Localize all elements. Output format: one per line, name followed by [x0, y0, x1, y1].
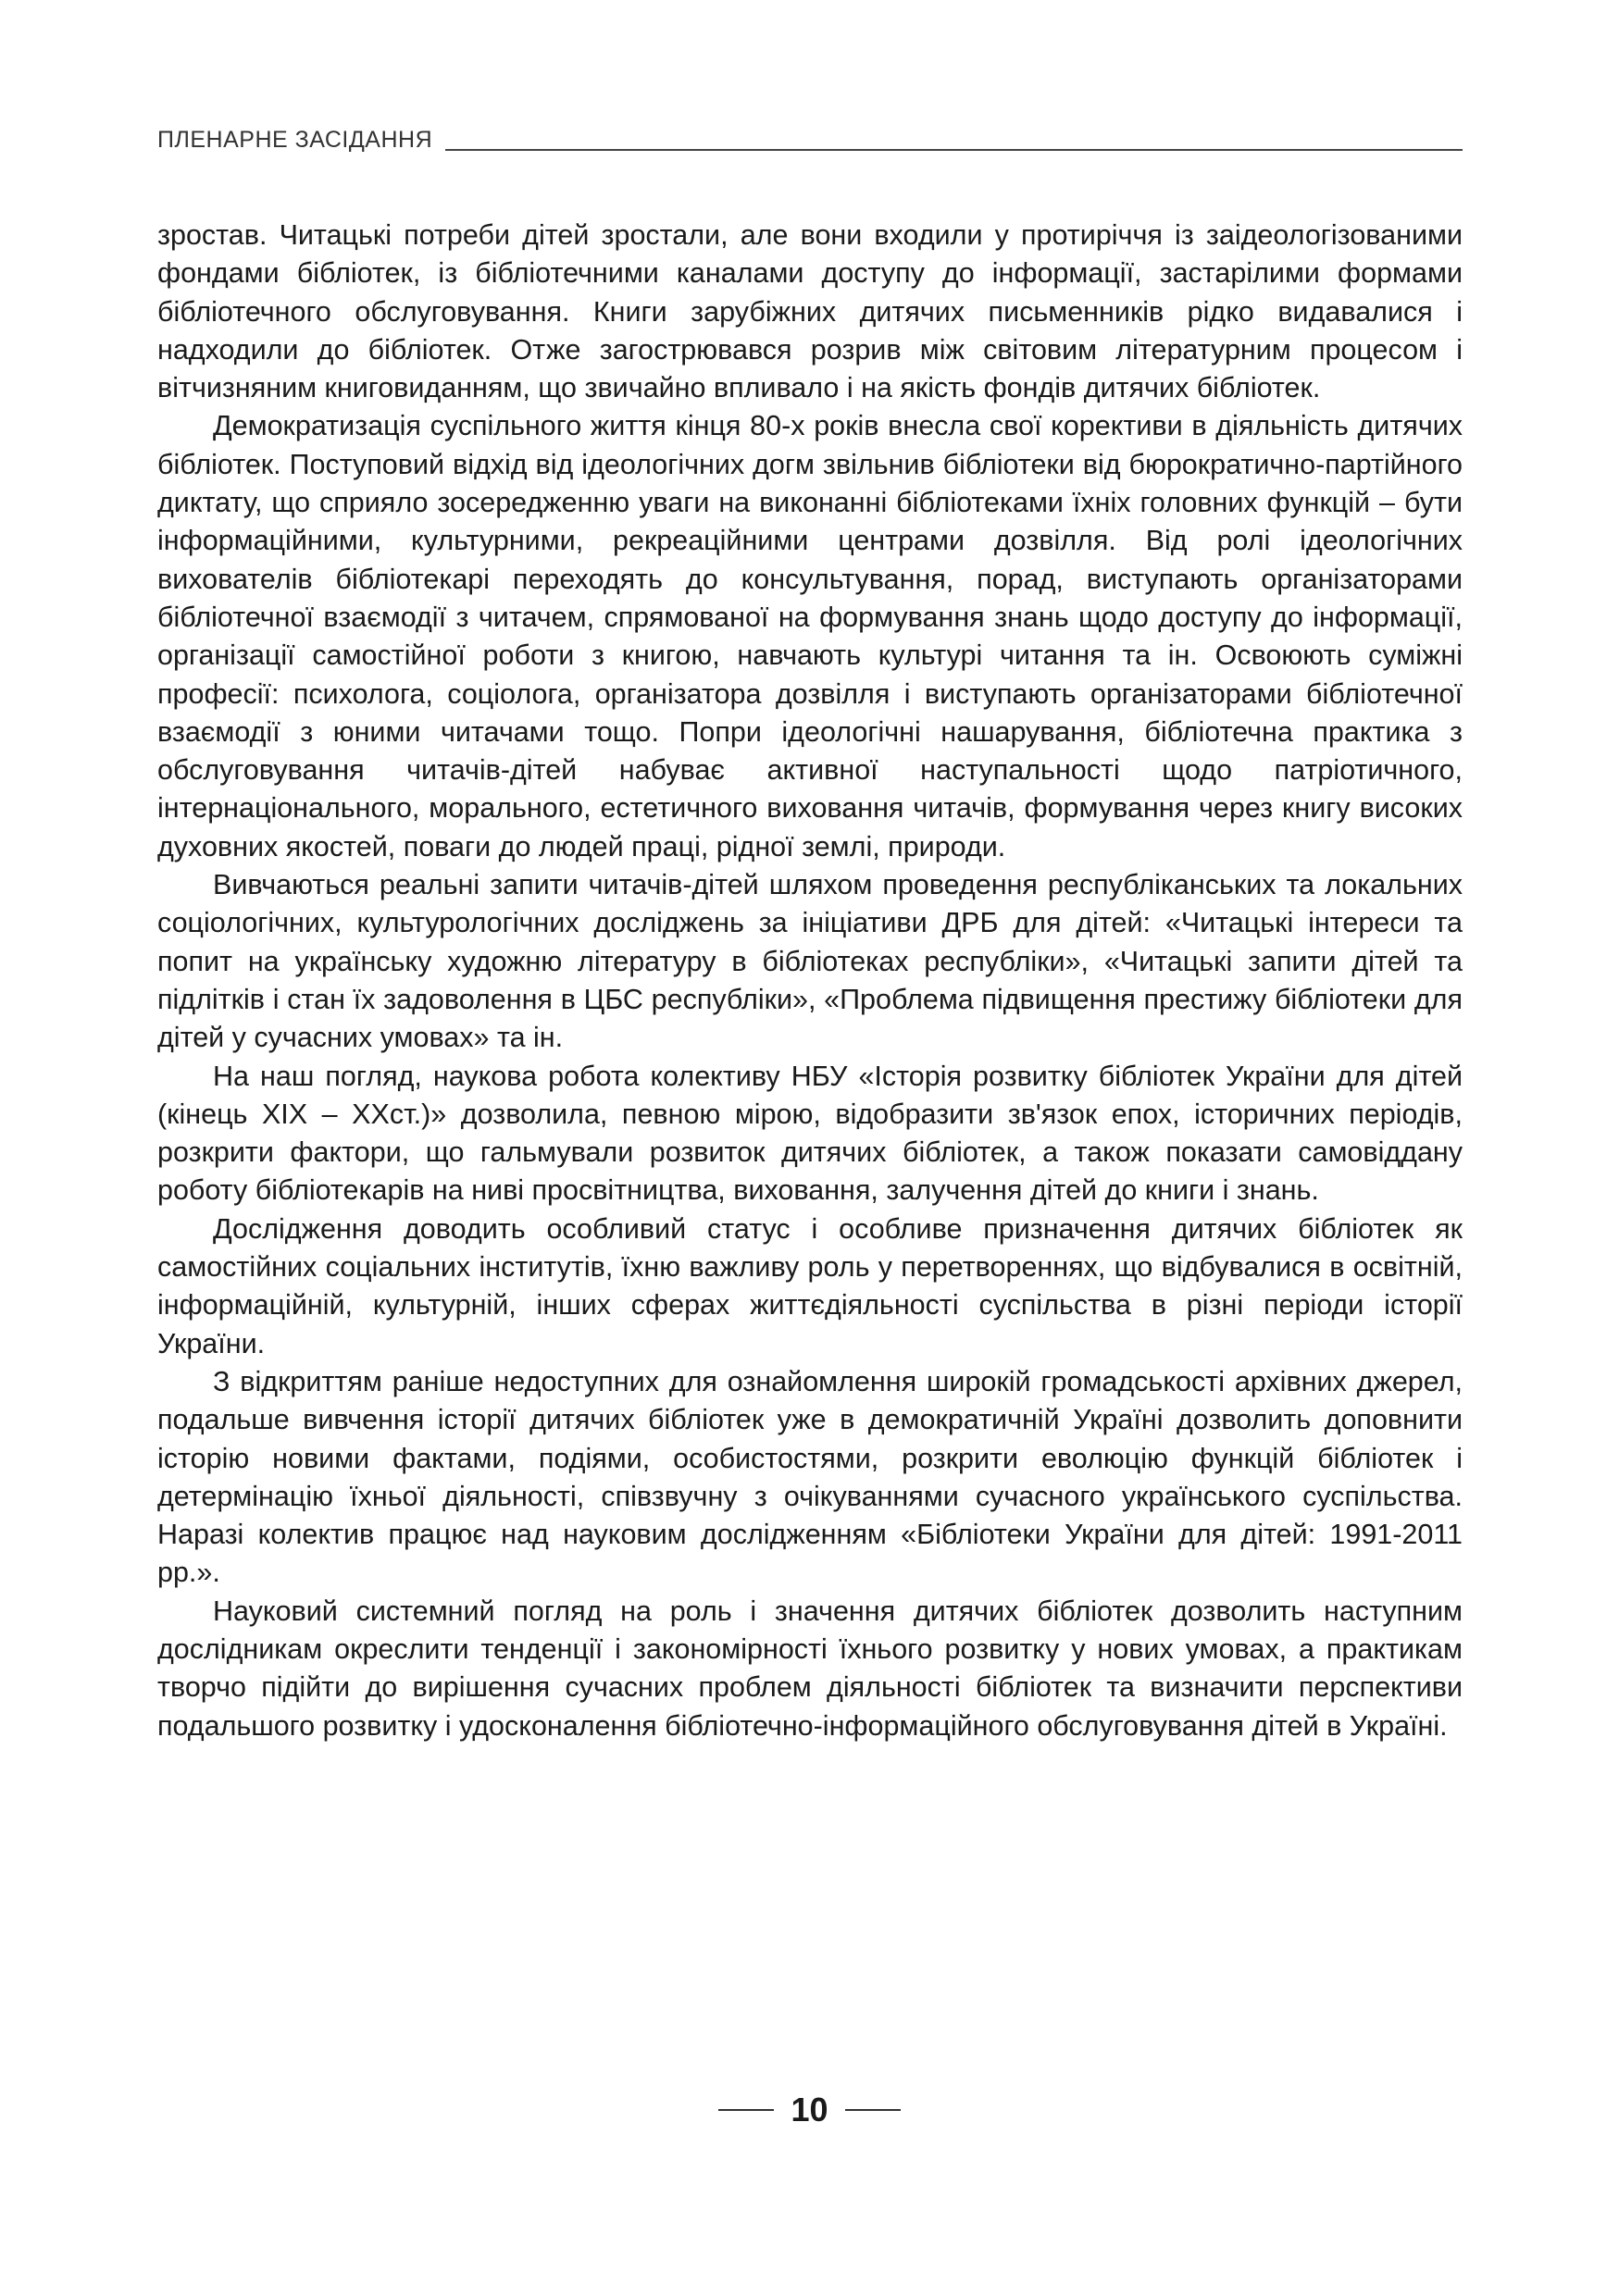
- running-header: [157, 118, 1463, 155]
- section-title: ПЛЕНАРНЕ ЗАСІДАННЯ: [157, 127, 433, 153]
- paragraph-conclusion: Науковий системний погляд на роль і значення дитячих бібліотек дозволить наступним дослідникам окреслити тенденції і закономірності їхнього розвитку у нових умовах, а практикам творчо підійти до вирішення сучасних проблем діяльності бібліотек та визначити перспективи подальшого розвитку і удосконалення бібліотечно-інформаційного обслуговування дітей в Україні.: [157, 1595, 1463, 1742]
- footer-dash-right: [845, 2109, 901, 2111]
- paragraph-special-status: Дослідження доводить особливий статус і особливе призначення дитячих бібліотек як самостійних соціальних інститутів, їхню важливу роль у перетвореннях, що відбувалися в освітній, інформаційній, культурній, інших сферах життєдіяльності суспільства в різні періоди історії України.: [157, 1212, 1463, 1359]
- paragraph-archives: З відкриттям раніше недоступних для ознайомлення широкій громадськості архівних джерел, подальше вивчення історії дитячих бібліотек уже в демократичній Україні дозволить доповнити історію новими фактами, подіями, особистостями, розкрити еволюцію функцій бібліотек і детермінацію їхньої діяльності, співзвучну з очікуваннями сучасного українського суспільства. Наразі колектив працює над науковим дослідженням «Бібліотеки України для дітей: 1991-2011 рр.».: [157, 1365, 1463, 1589]
- paragraph-continuation: зростав. Читацькі потреби дітей зростали, але вони входили у протиріччя із заідеологізованими фондами бібліотек, із бібліотечними каналами доступу до інформації, застарілими формами бібліотечного обслуговування. Книги зарубіжних дитячих письменників рідко видавалися і надходили до бібліотек. Отже загострювався розрив між світовим літературним процесом і вітчизняним книговиданням, що звичайно впливало і на якість фондів дитячих бібліотек.: [157, 219, 1463, 404]
- paragraph-research-work: На наш погляд, наукова робота колективу НБУ «Історія розвитку бібліотек України для дітей (кінець ХІХ – ХХст.)» дозволила, певною мірою, відобразити зв'язок епох, історичних періодів, розкрити фактори, що гальмували розвиток дитячих бібліотек, а також показати самовіддану роботу бібліотекарів на ниві просвітництва, виховання, залучення дітей до книги і знань.: [157, 1060, 1463, 1207]
- footer-dash-left: [718, 2109, 774, 2111]
- paragraph-reader-surveys: Вивчаються реальні запити читачів-дітей шляхом проведення республіканських та локальних соціологічних, культурологічних досліджень за ініціативи ДРБ для дітей: «Читацькі інтереси та попит на українську художню літературу в бібліотеках республіки», «Читацькі запити дітей та підлітків і стан їх задоволення в ЦБС республіки», «Проблема підвищення престижу бібліотеки для дітей у сучасних умовах» та ін.: [157, 869, 1463, 1054]
- header-rule: [445, 149, 1463, 151]
- page-footer: [0, 2082, 1619, 2138]
- paragraph-democratization: Демократизація суспільного життя кінця 80-х років внесла свої корективи в діяльність дитячих бібліотек. Поступовий відхід від ідеологічних догм звільнив бібліотеки від бюрократично-партійного диктату, що сприяло зосередженню уваги на виконанні бібліотеками їхніх головних функцій – бути інформаційними, культурними, рекреаційними центрами дозвілля. Від ролі ідеологічних вихователів бібліотекарі переходять до консультування, порад, виступають організаторами бібліотечної взаємодії з читачем, спрямованої на формування знань щодо доступу до інформації, організації самостійної роботи з книгою, навчають культурі читання та ін. Освоюють суміжні професії: психолога, соціолога, організатора дозвілля і виступають організаторами бібліотечної взаємодії з юними читачами тощо. Попри ідеологічні нашарування, бібліотечна практика з обслуговування читачів-дітей набуває активної наступальності щодо патріотичного, інтернаціонального, морального, естетичного виховання читачів, формування через книгу високих духовних якостей, поваги до людей праці, рідної землі, природи.: [157, 410, 1463, 863]
- article-body: [157, 217, 1463, 1745]
- page-number: 10: [791, 2091, 828, 2128]
